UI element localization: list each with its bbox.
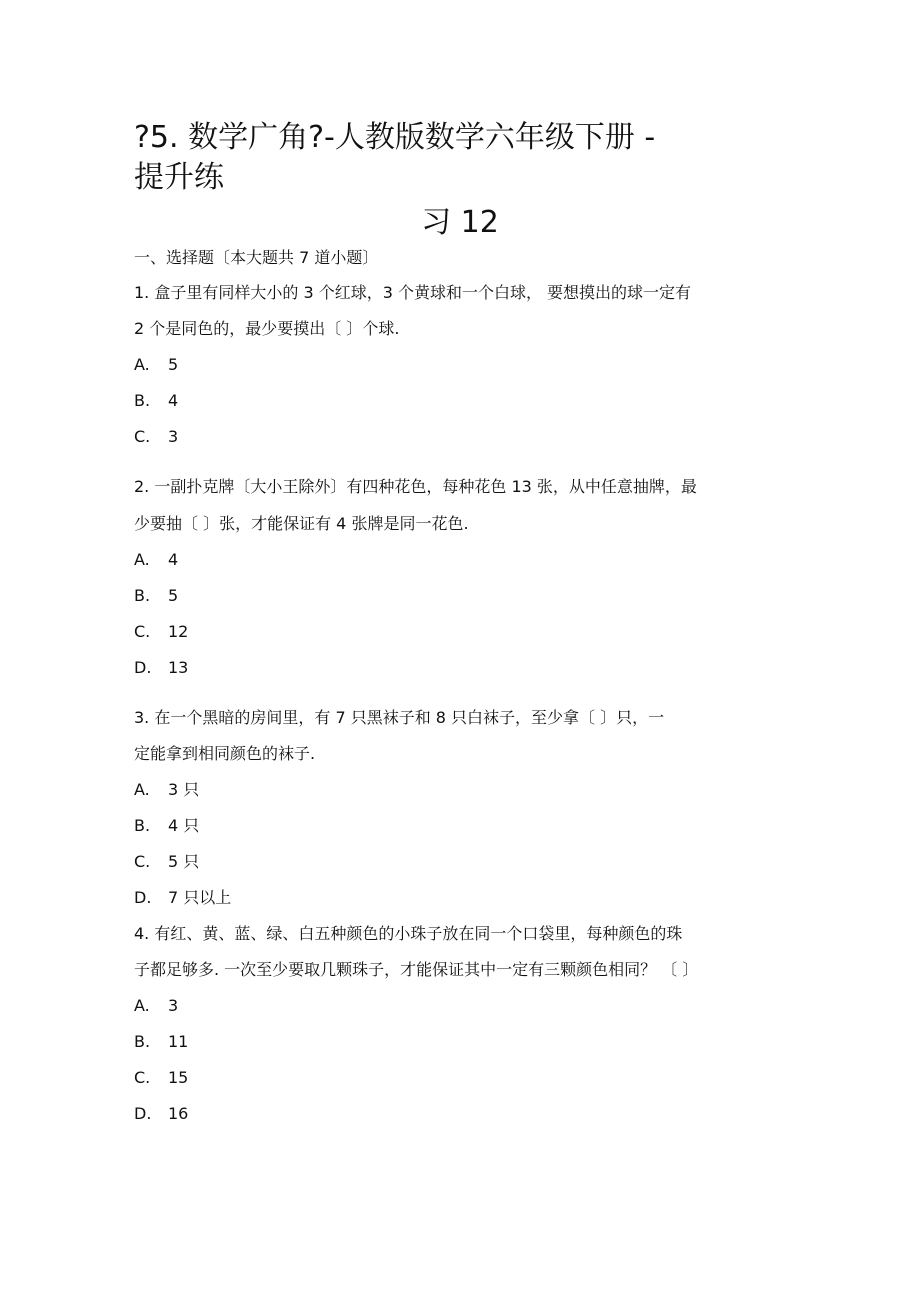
question-3-option-b xyxy=(134,815,199,837)
question-4-line-1: 4. 有红、黄、蓝、绿、白五种颜色的小珠子放在同一个口袋里，每种颜色的珠 xyxy=(134,924,683,943)
option-text: 5 xyxy=(168,586,179,605)
option-letter: B. xyxy=(134,391,151,410)
question-4-option-d xyxy=(134,1103,188,1125)
question-3-option-a xyxy=(134,779,199,801)
question-1-line-2: 2 个是同色的，最少要摸出〔 〕个球. xyxy=(134,319,400,338)
option-letter: A. xyxy=(134,355,150,374)
question-1-line-1: 1. 盒子里有同样大小的 3 个红球，3 个黄球和一个白球， 要想摸出的球一定有 xyxy=(134,283,692,302)
option-letter: B. xyxy=(134,816,151,835)
section-header: 一、选择题〔本大题共 7 道小题〕 xyxy=(134,248,379,267)
question-3-line-2: 定能拿到相同颜色的袜子. xyxy=(134,744,316,763)
option-letter: C. xyxy=(134,622,151,641)
option-letter: A. xyxy=(134,550,150,569)
document-title-line-2: 提升练 xyxy=(134,160,224,195)
question-2-option-d xyxy=(134,657,188,679)
option-text: 5 只 xyxy=(168,852,200,871)
option-letter: C. xyxy=(134,852,151,871)
option-letter: A. xyxy=(134,996,150,1015)
question-3-line-1: 3. 在一个黑暗的房间里，有 7 只黑袜子和 8 只白袜子，至少拿〔 〕只，一 xyxy=(134,708,665,727)
option-text: 3 只 xyxy=(168,780,200,799)
option-text: 13 xyxy=(168,658,189,677)
option-letter: A. xyxy=(134,780,150,799)
question-2-option-c xyxy=(134,621,188,643)
option-letter: B. xyxy=(134,1032,151,1051)
option-text: 5 xyxy=(168,355,179,374)
question-2-option-a xyxy=(134,549,178,571)
question-2-line-2: 少要抽〔 〕张，才能保证有 4 张牌是同一花色. xyxy=(134,514,469,533)
option-text: 15 xyxy=(168,1068,189,1087)
question-3-option-c xyxy=(134,851,199,873)
document-title-line-1: ?5. 数学广角?-人教版数学六年级下册 - xyxy=(134,120,656,155)
option-text: 4 xyxy=(168,550,179,569)
question-4-option-b xyxy=(134,1031,188,1053)
option-text: 4 xyxy=(168,391,179,410)
question-2-line-1: 2. 一副扑克牌〔大小王除外〕有四种花色，每种花色 13 张，从中任意抽牌，最 xyxy=(134,477,697,496)
option-letter: C. xyxy=(134,427,151,446)
option-text: 4 只 xyxy=(168,816,200,835)
option-text: 16 xyxy=(168,1104,189,1123)
question-2-option-b xyxy=(134,585,178,607)
question-4-option-a xyxy=(134,995,178,1017)
question-1-option-c xyxy=(134,426,178,448)
option-letter: D. xyxy=(134,1104,152,1123)
question-1-option-b xyxy=(134,390,178,412)
option-text: 12 xyxy=(168,622,189,641)
option-text: 3 xyxy=(168,996,179,1015)
option-text: 3 xyxy=(168,427,179,446)
document-title-line-3: 习 12 xyxy=(421,205,499,240)
question-1-option-a xyxy=(134,354,178,376)
question-4-line-2: 子都足够多. 一次至少要取几颗珠子，才能保证其中一定有三颗颜色相同？ 〔 〕 xyxy=(134,960,699,979)
option-letter: B. xyxy=(134,586,151,605)
question-3-option-d xyxy=(134,887,231,909)
option-letter: D. xyxy=(134,888,152,907)
option-text: 7 只以上 xyxy=(168,888,232,907)
option-letter: C. xyxy=(134,1068,151,1087)
option-text: 11 xyxy=(168,1032,189,1051)
question-4-option-c xyxy=(134,1067,188,1089)
option-letter: D. xyxy=(134,658,152,677)
